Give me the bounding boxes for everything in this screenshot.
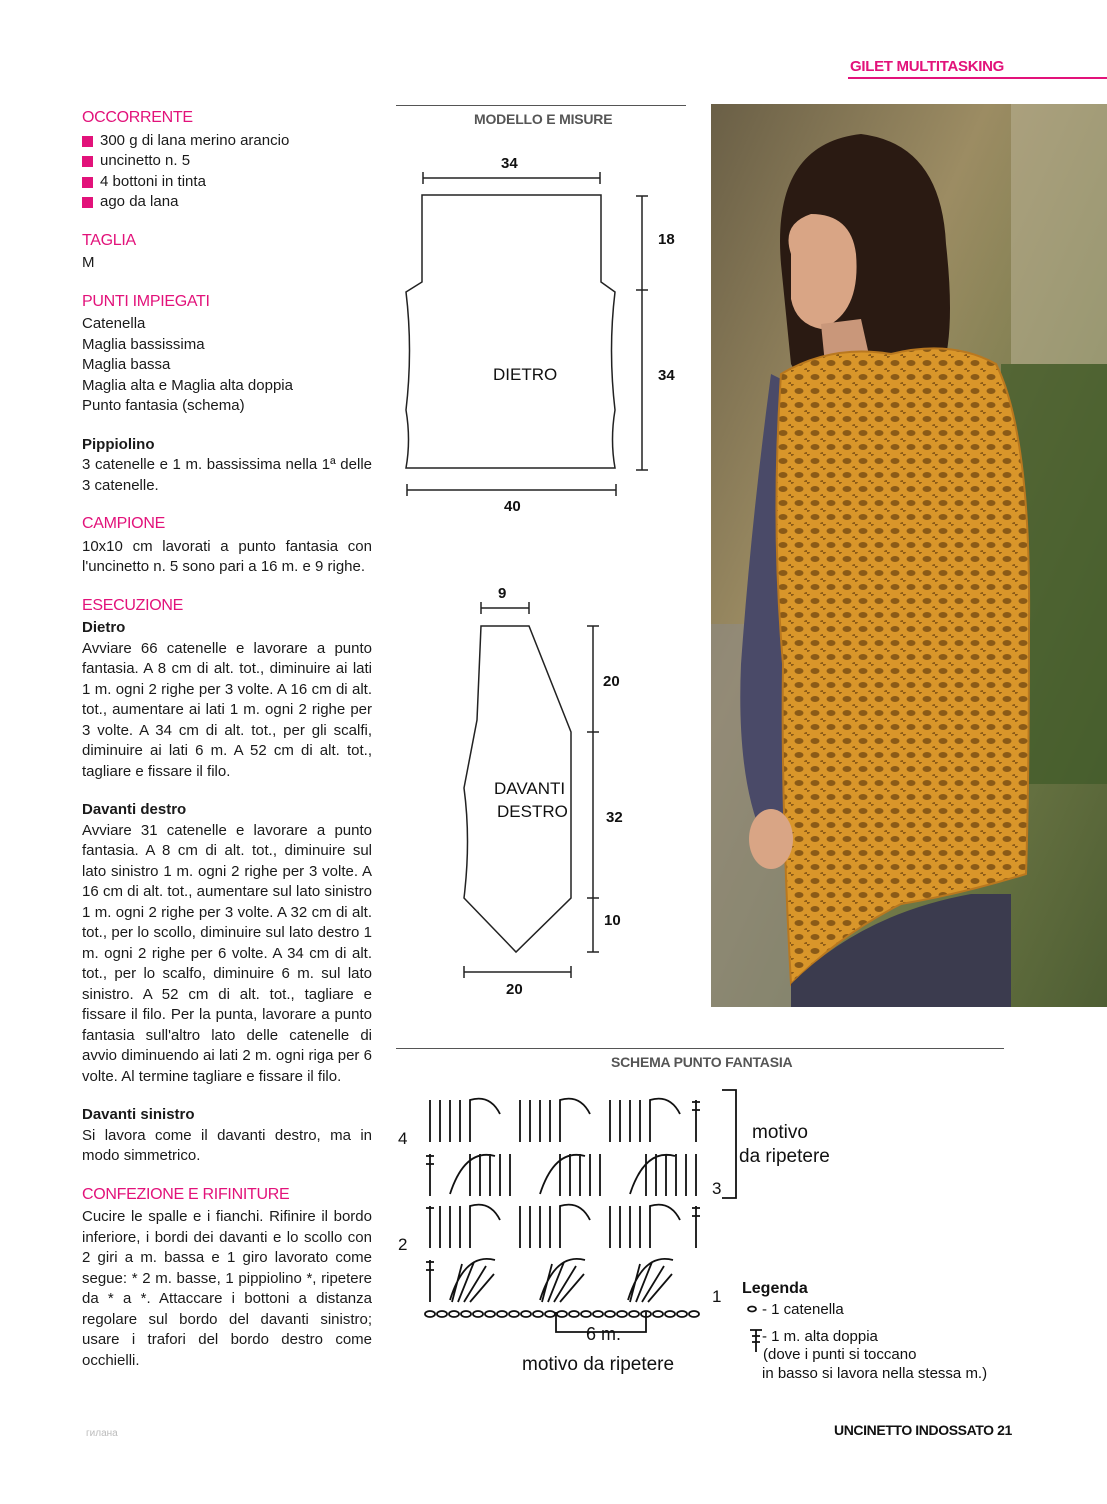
bottom-repeat-label: motivo da ripetere (522, 1354, 675, 1375)
modello-title: MODELLO E MISURE (474, 111, 613, 127)
list-item: 300 g di lana merino arancio (82, 131, 372, 152)
esecuzione-section (82, 596, 372, 1167)
repeat-bracket (722, 1090, 736, 1198)
pippiolino-title: Pippiolino (82, 435, 155, 453)
dietro-top-width: 34 (501, 155, 518, 172)
row-number: 1 (712, 1287, 722, 1306)
magazine-name: UNCINETTO INDOSSATO (834, 1422, 994, 1438)
campione-heading: CAMPIONE (82, 515, 165, 532)
stitch-chart (390, 1080, 1100, 1400)
row-number: 2 (398, 1235, 408, 1254)
punti-section (82, 292, 372, 497)
davanti-sinistro-text: Si lavora come il davanti destro, ma in modo simmetrico. (82, 1126, 372, 1164)
davanti-label-2: DESTRO (497, 802, 568, 821)
pippiolino-text: 3 catenelle e 1 m. bassissima nella 1ª delle 3 catenelle. (82, 456, 372, 494)
davanti-sinistro-title: Davanti sinistro (82, 1106, 195, 1123)
schematic-diagram (396, 140, 696, 1020)
row-number: 3 (712, 1179, 722, 1198)
taglia-heading: TAGLIA (82, 231, 136, 249)
stitch-item: Maglia bassa (82, 356, 171, 373)
stitch-rows (426, 1099, 700, 1302)
confezione-section (82, 1185, 372, 1372)
stitch-item: Maglia bassissima (82, 335, 205, 353)
legend-note-2: in basso si lavora nella stessa m.) (762, 1365, 988, 1382)
legend-chain-text: - 1 catenella (762, 1301, 844, 1318)
model-photo-illustration (711, 104, 1107, 1007)
confezione-text: Cucire le spalle e i fianchi. Rifinire il bordo inferiore, i bordi dei davanti e lo scollo con 2 giri a m. bassa e 1 giro lavorato come segue: * 2 m. basse, 1 pippiolino *, ripetere da * a *. Attaccare i bottoni a distanza regolare sul bordo del davanti sinistro; usare i trafori del bordo destro come occhielli. (82, 1208, 372, 1369)
section-title-rule (848, 77, 1107, 79)
bullet-square-icon (82, 136, 93, 147)
davanti-bottom-height: 10 (604, 912, 621, 929)
legend-note-1: (dove i punti si toccano (763, 1346, 917, 1363)
schema-title: SCHEMA PUNTO FANTASIA (611, 1054, 793, 1070)
dietro-bottom-width: 40 (504, 498, 521, 515)
list-item: uncinetto n. 5 (82, 151, 372, 172)
repeat-label-1: motivo (752, 1122, 808, 1143)
stitch-item: Catenella (82, 315, 146, 332)
campione-text: 10x10 cm lavorati a punto fantasia con l'uncinetto n. 5 sono pari a 16 m. e 9 righe. (82, 537, 372, 575)
section-title: GILET MULTITASKING (850, 58, 1005, 75)
confezione-heading: CONFEZIONE E RIFINITURE (82, 1185, 290, 1203)
davanti-top-height: 20 (603, 673, 620, 690)
davanti-destro-text: Avviare 31 catenelle e lavorare a punto fantasia. A 8 cm di alt. tot., diminuire sul lato sinistro 1 m. ogni 2 righe per 3 volte. A 16 cm di alt. tot., aumentare sul lato sinistro 1 m. ogni 2 righe per 3 volte. A 32 cm di alt. tot., per lo scollo, diminuire sul lato destro 1 m. ogni 2 righe per 6 volte. A 34 cm di alt. tot., per lo scalfo, diminuire 6 m. sul lato sinistro. A 52 cm di alt. tot., tagliare e fissare il filo. Per la punta, lavorare a punto fantasia sull'altro lato delle catenelle di avvio diminuendo ai lati 2 m. ogni riga per 6 volte. Al termine tagliare e fissare il filo. (82, 821, 372, 1085)
dietro-title: Dietro (82, 619, 126, 636)
esecuzione-heading: ESECUZIONE (82, 596, 184, 614)
dietro-upper-height: 18 (658, 231, 675, 248)
davanti-mid-height: 32 (606, 809, 623, 826)
punti-heading: PUNTI IMPIEGATI (82, 292, 210, 310)
taglia-value: M (82, 254, 95, 271)
stitch-item: Punto fantasia (schema) (82, 397, 245, 414)
six-m-label: 6 m. (586, 1324, 622, 1344)
instructions-column (82, 108, 372, 1389)
schema-rule (396, 1048, 1004, 1049)
davanti-destro-title: Davanti destro (82, 801, 187, 818)
dietro-label: DIETRO (493, 365, 558, 384)
list-item: ago da lana (82, 192, 372, 213)
campione-section (82, 514, 372, 578)
occorrente-heading: OCCORRENTE (82, 109, 193, 126)
modello-rule (396, 105, 686, 106)
davanti-top-width: 9 (498, 585, 507, 602)
davanti-bottom-width: 20 (506, 981, 523, 998)
occorrente-section (82, 108, 372, 213)
double-crochet-legend-icon (750, 1330, 762, 1352)
list-item: 4 bottoni in tinta (82, 172, 372, 193)
dietro-text: Avviare 66 catenelle e lavorare a punto fantasia. A 8 cm di alt. tot., diminuire ai lati 1 m. ogni 2 righe per 3 volte. A 16 cm di alt. tot., aumentare ai lati 1 m. ogni 2 righe per 3 volte. A 34 cm di alt. tot., per gli scalfi, diminuire ai lati 6 m. A 52 cm di alt. tot., tagliare e fissare il filo. (82, 639, 372, 780)
bullet-square-icon (82, 156, 93, 167)
row-number: 4 (398, 1129, 408, 1148)
repeat-label-2: da ripetere (739, 1146, 830, 1167)
watermark-text: гилана (86, 1428, 118, 1439)
page-number: 21 (997, 1422, 1012, 1438)
bullet-square-icon (82, 177, 93, 188)
legend-title: Legenda (742, 1280, 808, 1297)
legend-double-text: - 1 m. alta doppia (762, 1328, 878, 1345)
magazine-footer (834, 1422, 1012, 1438)
model-photo (711, 104, 1107, 1007)
stitch-item: Maglia alta e Maglia alta doppia (82, 376, 293, 394)
taglia-section (82, 231, 372, 274)
davanti-label-1: DAVANTI (494, 779, 566, 798)
chain-row (425, 1311, 699, 1317)
chain-legend-icon (748, 1307, 756, 1312)
occorrente-list (82, 131, 372, 213)
dietro-lower-height: 34 (658, 367, 675, 384)
dietro-outline (406, 195, 615, 468)
bullet-square-icon (82, 197, 93, 208)
